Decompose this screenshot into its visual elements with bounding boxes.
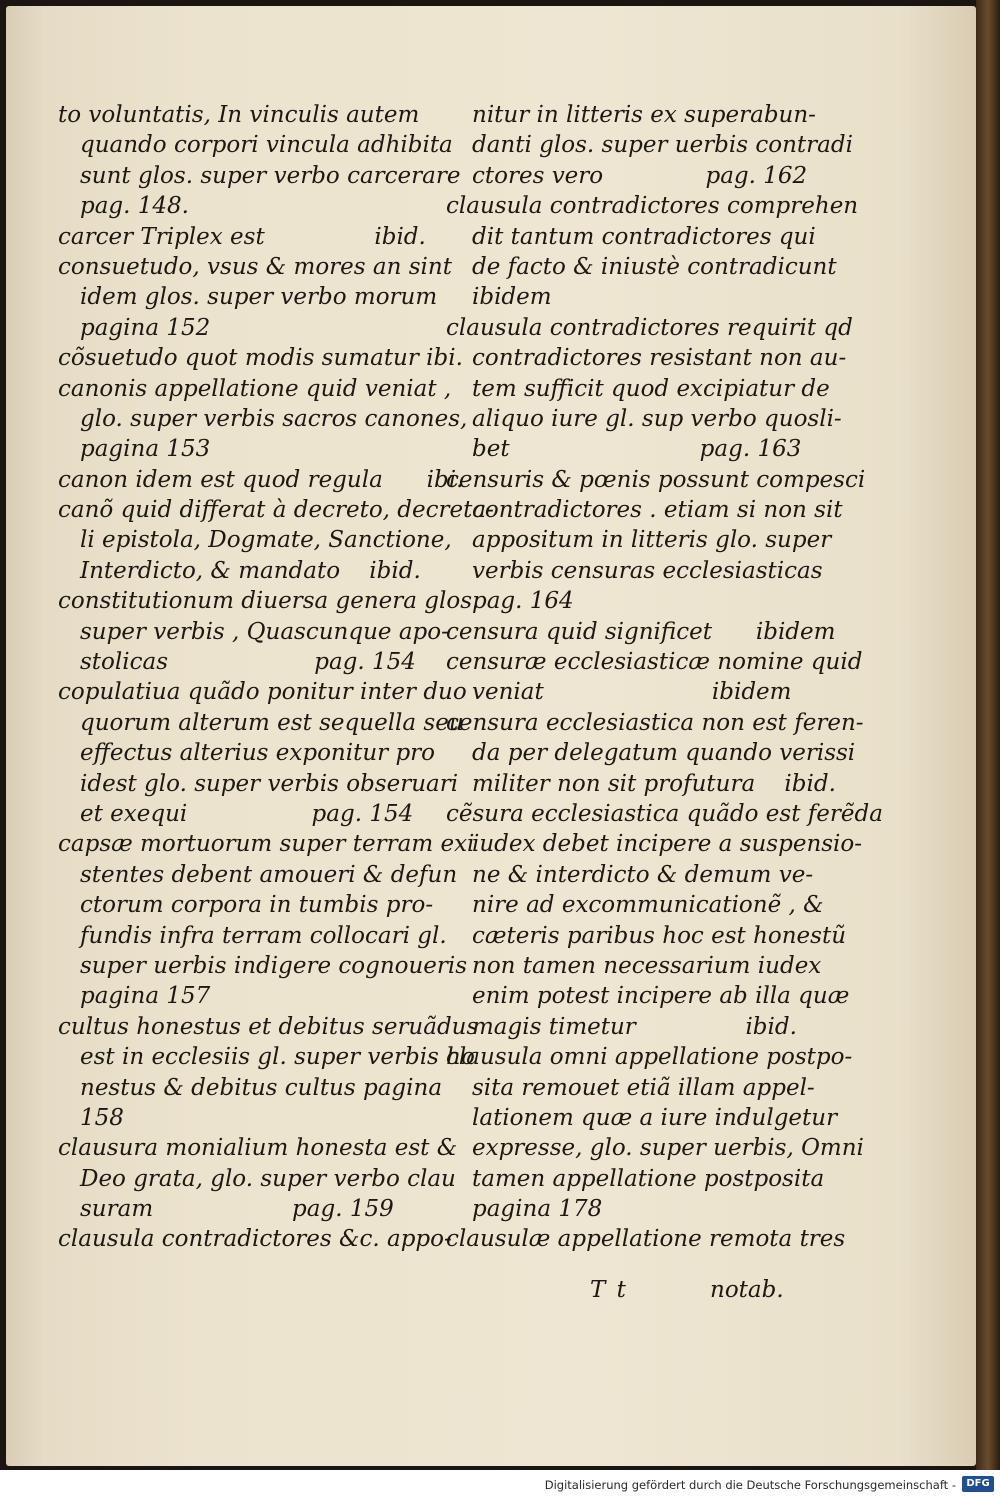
index-entry-line: nestus & debitus cultus pagina (80, 1074, 443, 1101)
index-entry-line: sita remouet etiã illam appel- (472, 1074, 815, 1101)
index-entry-line: et exequi pag. 154 (80, 800, 414, 827)
index-entry-line: bet pag. 163 (472, 436, 802, 463)
index-entry-line: Deo grata, glo. super verbo clau (80, 1165, 456, 1192)
index-entry-line: idem glos. super verbo morum (80, 284, 438, 311)
book-edge (976, 0, 1000, 1470)
index-entry-line: stolicas pag. 154 (80, 649, 416, 676)
index-entry-line: clausula contradictores requirit qd (446, 314, 853, 341)
index-entry-line: appositum in litteris glo. super (472, 527, 832, 554)
index-entry-line: militer non sit profutura ibid. (472, 770, 836, 797)
index-entry-line: quando corpori vincula adhibita (80, 132, 453, 159)
index-entry-line: expresse, glo. super uerbis, Omni (472, 1135, 864, 1162)
index-entry-line: canõ quid differat à decreto, decreta- (58, 497, 494, 524)
index-entry-line: danti glos. super uerbis contradi (472, 132, 853, 159)
index-entry-line: magis timetur ibid. (472, 1013, 797, 1040)
index-entry-line: super verbis , Quascunque apo- (80, 618, 449, 645)
index-entry-line: censura ecclesiastica non est feren- (446, 709, 864, 736)
index-entry-line: capsæ mortuorum super terram exi (58, 831, 475, 858)
index-entry-line: pagina 152 (80, 314, 211, 341)
index-entry-line: sunt glos. super verbo carcerare (80, 162, 461, 189)
index-entry-line: enim potest incipere ab illa quæ (472, 983, 850, 1010)
index-entry-line: pagina 178 (472, 1196, 603, 1223)
index-entry-line: suram pag. 159 (80, 1196, 394, 1223)
index-entry-line: pagina 157 (80, 983, 211, 1010)
index-entry-line: cæteris paribus hoc est honestũ (472, 922, 847, 949)
index-entry-line: verbis censuras ecclesiasticas (472, 557, 823, 584)
index-entry-line: pag. 164 (472, 588, 574, 615)
index-entry-line: nire ad excommunicationẽ , & (472, 892, 824, 919)
index-entry-line: clausulæ appellatione remota tres (446, 1226, 846, 1253)
index-entry-line: stentes debent amoueri & defun (80, 861, 458, 888)
index-entry-line: contradictores . etiam si non sit (472, 497, 843, 524)
index-entry-line: constitutionum diuersa genera glos. (58, 588, 480, 615)
index-entry-line: copulatiua quãdo ponitur inter duo (58, 679, 467, 706)
index-entry-line: idest glo. super verbis obseruari (80, 770, 459, 797)
index-entry-line: to voluntatis, In vinculis autem (58, 102, 420, 128)
index-entry-line: ctores vero pag. 162 (472, 162, 808, 189)
index-entry-line: canonis appellatione quid veniat , (58, 375, 452, 402)
index-entry-line: super uerbis indigere cognoueris (80, 952, 468, 979)
index-entry-line: clausula contradictores &c. appo- (58, 1226, 452, 1253)
index-entry-line: cẽsura ecclesiastica quãdo est ferẽda (446, 800, 883, 827)
index-entry-line: censuræ ecclesiasticæ nomine quid (446, 649, 863, 676)
index-entry-line: ne & interdicto & demum ve- (472, 861, 814, 888)
index-entry-line: pag. 148. (80, 193, 189, 220)
index-entry-line: clausula omni appellatione postpo- (446, 1044, 853, 1071)
index-entry-line: clausula contradictores comprehen (446, 193, 859, 220)
index-entry-line: de facto & iniustè contradicunt (472, 253, 837, 280)
index-entry-line: ibidem (472, 284, 552, 311)
index-entry-line: censura quid significet ibidem (446, 618, 836, 645)
index-entry-line: tem sufficit quod excipiatur de (472, 375, 830, 402)
left-index-column (58, 100, 494, 1255)
index-entry-line: iudex debet incipere a suspensio- (472, 831, 863, 858)
index-entry-line: dit tantum contradictores qui (472, 223, 816, 250)
dfg-logo: DFG (962, 1476, 994, 1492)
index-entry-line: pagina 153 (80, 436, 211, 463)
index-entry-line: contradictores resistant non au- (472, 345, 847, 372)
index-entry-line: effectus alterius exponitur pro (80, 740, 436, 767)
funding-credit: Digitalisierung gefördert durch die Deutsche Forschungsgemeinschaft - (544, 1478, 956, 1492)
index-entry-line: glo. super verbis sacros canones, (80, 405, 468, 432)
index-entry-line: non tamen necessarium iudex (472, 952, 822, 979)
index-entry-line: lationem quæ a iure indulgetur (472, 1104, 838, 1131)
index-entry-line: cultus honestus et debitus seruãdus (58, 1013, 479, 1040)
index-entry-line: veniat ibidem (472, 679, 792, 706)
index-entry-line: fundis infra terram collocari gl. (80, 922, 447, 949)
index-entry-line: cõsuetudo quot modis sumatur ibi. (58, 345, 463, 372)
catchword: notab. (710, 1277, 784, 1303)
index-entry-line: consuetudo, vsus & mores an sint (58, 253, 452, 280)
index-entry-line: ctorum corpora in tumbis pro- (80, 892, 434, 919)
index-entry-line: quorum alterum est sequella seu (80, 709, 464, 736)
index-entry-line: 158 (80, 1104, 124, 1131)
index-entry-line: da per delegatum quando verissi (472, 740, 856, 767)
index-entry-line: Interdicto, & mandato ibid. (80, 557, 421, 584)
index-entry-line: aliquo iure gl. sup verbo quosli- (472, 405, 842, 432)
index-entry-line: clausura monialium honesta est & (58, 1135, 458, 1162)
index-entry-line: nitur in litteris ex superabun- (472, 102, 816, 128)
index-entry-line: carcer Triplex est ibid. (58, 223, 426, 250)
index-entry-line: censuris & pœnis possunt compesci (446, 466, 866, 493)
index-entry-line: tamen appellatione postposita (472, 1165, 825, 1192)
index-entry-line: li epistola, Dogmate, Sanctione, (80, 527, 452, 554)
index-entry-line: est in ecclesiis gl. super verbis ho (80, 1044, 475, 1071)
right-index-column (446, 100, 883, 1255)
signature-mark: T t (590, 1277, 626, 1303)
index-entry-line: canon idem est quod regula ibi. (58, 466, 464, 493)
